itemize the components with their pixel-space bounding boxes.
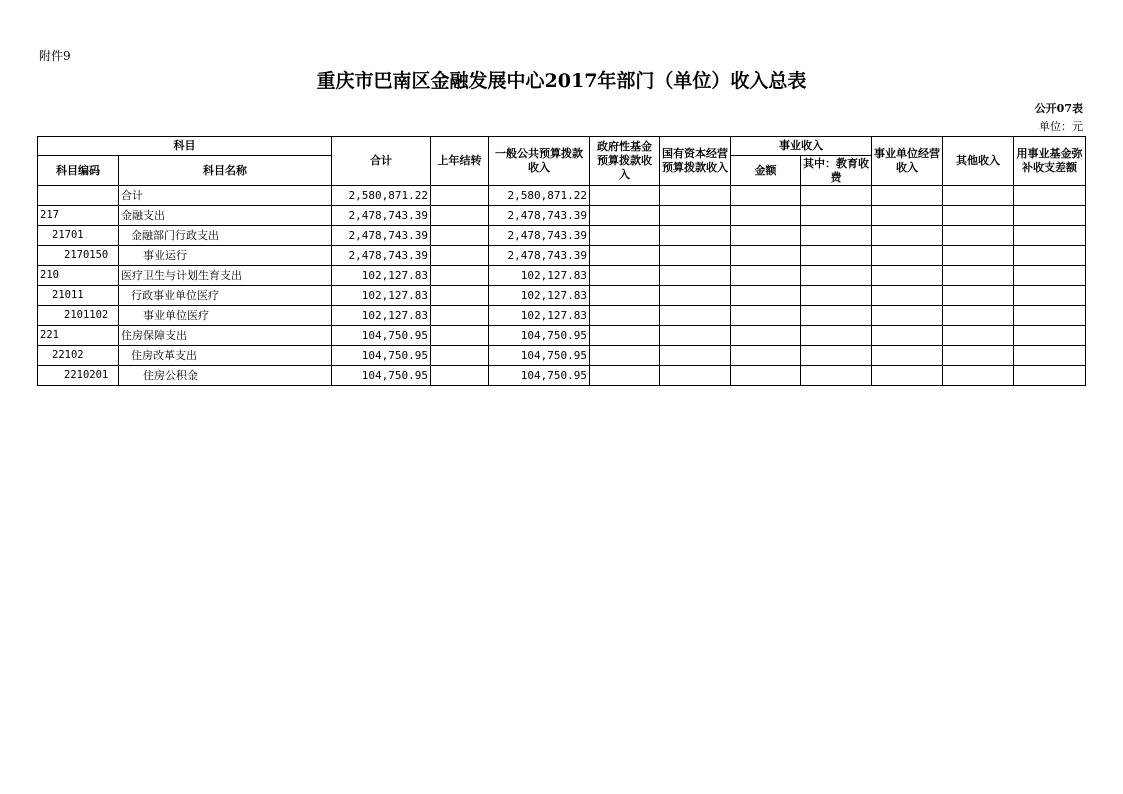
cell-other-income	[943, 286, 1014, 306]
cell-operating-income	[872, 246, 943, 266]
cell-fund-gap	[1014, 246, 1086, 266]
form-code: 公开07表	[1034, 102, 1083, 115]
cell-gov-fund	[590, 326, 660, 346]
cell-total: 104,750.95	[332, 326, 431, 346]
cell-undertaking-amount	[731, 306, 801, 326]
header-carryover: 上年结转	[431, 137, 489, 186]
cell-total: 102,127.83	[332, 266, 431, 286]
cell-carryover	[431, 206, 489, 226]
cell-edu-fees	[801, 286, 872, 306]
cell-total: 2,478,743.39	[332, 206, 431, 226]
cell-other-income	[943, 226, 1014, 246]
cell-fund-gap	[1014, 326, 1086, 346]
table-row	[38, 246, 1086, 266]
table-row	[38, 186, 1086, 206]
header-gov-fund: 政府性基金预算拨款收入	[590, 137, 660, 186]
cell-edu-fees	[801, 226, 872, 246]
cell-edu-fees	[801, 366, 872, 386]
header-other-income: 其他收入	[943, 137, 1014, 186]
header-subject-name: 科目名称	[119, 156, 332, 186]
cell-subject-code: 2210201	[38, 366, 119, 386]
cell-operating-income	[872, 346, 943, 366]
cell-general-budget: 102,127.83	[489, 306, 590, 326]
cell-operating-income	[872, 206, 943, 226]
cell-operating-income	[872, 286, 943, 306]
cell-carryover	[431, 186, 489, 206]
cell-subject-code: 2170150	[38, 246, 119, 266]
cell-edu-fees	[801, 246, 872, 266]
header-amount: 金额	[731, 156, 801, 186]
cell-fund-gap	[1014, 226, 1086, 246]
cell-carryover	[431, 346, 489, 366]
header-subject-code: 科目编码	[38, 156, 119, 186]
header-operating-income: 事业单位经营收入	[872, 137, 943, 186]
cell-state-capital	[660, 226, 731, 246]
cell-subject-code: 21701	[38, 226, 119, 246]
cell-state-capital	[660, 186, 731, 206]
page-title: 重庆市巴南区金融发展中心2017年部门（单位）收入总表	[316, 70, 807, 92]
table-row	[38, 306, 1086, 326]
cell-subject-name: 金融部门行政支出	[119, 226, 332, 246]
table-row	[38, 366, 1086, 386]
cell-operating-income	[872, 186, 943, 206]
cell-subject-name: 住房公积金	[119, 366, 332, 386]
header-total: 合计	[332, 137, 431, 186]
table-row	[38, 326, 1086, 346]
cell-general-budget: 104,750.95	[489, 346, 590, 366]
cell-operating-income	[872, 326, 943, 346]
cell-total: 2,478,743.39	[332, 246, 431, 266]
cell-edu-fees	[801, 346, 872, 366]
cell-undertaking-amount	[731, 246, 801, 266]
cell-total: 104,750.95	[332, 366, 431, 386]
cell-subject-code: 2101102	[38, 306, 119, 326]
cell-state-capital	[660, 246, 731, 266]
cell-operating-income	[872, 226, 943, 246]
cell-subject-code	[38, 186, 119, 206]
cell-other-income	[943, 266, 1014, 286]
cell-gov-fund	[590, 246, 660, 266]
unit-label: 单位：元	[1039, 120, 1083, 133]
cell-edu-fees	[801, 326, 872, 346]
cell-total: 102,127.83	[332, 306, 431, 326]
cell-subject-name: 事业单位医疗	[119, 306, 332, 326]
cell-gov-fund	[590, 186, 660, 206]
header-state-capital: 国有资本经营预算拨款收入	[660, 137, 731, 186]
cell-other-income	[943, 206, 1014, 226]
cell-fund-gap	[1014, 306, 1086, 326]
cell-subject-code: 21011	[38, 286, 119, 306]
cell-undertaking-amount	[731, 226, 801, 246]
cell-total: 2,478,743.39	[332, 226, 431, 246]
cell-other-income	[943, 246, 1014, 266]
cell-general-budget: 2,478,743.39	[489, 246, 590, 266]
cell-carryover	[431, 326, 489, 346]
cell-subject-name: 医疗卫生与计划生育支出	[119, 266, 332, 286]
cell-subject-name: 住房保障支出	[119, 326, 332, 346]
cell-carryover	[431, 366, 489, 386]
cell-fund-gap	[1014, 266, 1086, 286]
cell-general-budget: 102,127.83	[489, 286, 590, 306]
cell-fund-gap	[1014, 346, 1086, 366]
cell-edu-fees	[801, 266, 872, 286]
cell-general-budget: 2,478,743.39	[489, 206, 590, 226]
cell-other-income	[943, 186, 1014, 206]
cell-operating-income	[872, 266, 943, 286]
header-of-which-edu: 其中：教育收费	[801, 156, 872, 186]
income-summary-table	[37, 136, 1086, 386]
cell-edu-fees	[801, 306, 872, 326]
header-undertaking-income: 事业收入	[731, 137, 872, 156]
header-fund-gap: 用事业基金弥补收支差额	[1014, 137, 1086, 186]
cell-operating-income	[872, 306, 943, 326]
cell-state-capital	[660, 346, 731, 366]
cell-fund-gap	[1014, 286, 1086, 306]
cell-subject-name: 金融支出	[119, 206, 332, 226]
cell-general-budget: 104,750.95	[489, 326, 590, 346]
cell-total: 104,750.95	[332, 346, 431, 366]
cell-carryover	[431, 286, 489, 306]
cell-other-income	[943, 326, 1014, 346]
cell-undertaking-amount	[731, 366, 801, 386]
table-row	[38, 266, 1086, 286]
cell-state-capital	[660, 266, 731, 286]
table-row	[38, 226, 1086, 246]
cell-total: 102,127.83	[332, 286, 431, 306]
cell-subject-code: 217	[38, 206, 119, 226]
cell-undertaking-amount	[731, 186, 801, 206]
cell-general-budget: 104,750.95	[489, 366, 590, 386]
cell-state-capital	[660, 306, 731, 326]
cell-other-income	[943, 306, 1014, 326]
table-row	[38, 286, 1086, 306]
cell-gov-fund	[590, 206, 660, 226]
cell-gov-fund	[590, 366, 660, 386]
cell-other-income	[943, 366, 1014, 386]
cell-carryover	[431, 246, 489, 266]
cell-subject-name: 行政事业单位医疗	[119, 286, 332, 306]
cell-carryover	[431, 226, 489, 246]
cell-undertaking-amount	[731, 206, 801, 226]
header-subject: 科目	[38, 137, 332, 156]
cell-subject-code: 210	[38, 266, 119, 286]
cell-subject-code: 221	[38, 326, 119, 346]
cell-gov-fund	[590, 346, 660, 366]
cell-fund-gap	[1014, 366, 1086, 386]
cell-undertaking-amount	[731, 286, 801, 306]
cell-gov-fund	[590, 286, 660, 306]
cell-undertaking-amount	[731, 266, 801, 286]
cell-undertaking-amount	[731, 346, 801, 366]
cell-gov-fund	[590, 266, 660, 286]
table-row	[38, 346, 1086, 366]
cell-carryover	[431, 306, 489, 326]
table-row	[38, 206, 1086, 226]
cell-total: 2,580,871.22	[332, 186, 431, 206]
cell-undertaking-amount	[731, 326, 801, 346]
cell-state-capital	[660, 206, 731, 226]
cell-subject-code: 22102	[38, 346, 119, 366]
cell-carryover	[431, 266, 489, 286]
cell-general-budget: 2,580,871.22	[489, 186, 590, 206]
cell-subject-name: 住房改革支出	[119, 346, 332, 366]
table-body	[38, 186, 1086, 386]
cell-gov-fund	[590, 306, 660, 326]
cell-general-budget: 102,127.83	[489, 266, 590, 286]
header-general-budget: 一般公共预算拨款收入	[489, 137, 590, 186]
cell-general-budget: 2,478,743.39	[489, 226, 590, 246]
cell-fund-gap	[1014, 186, 1086, 206]
cell-subject-name: 事业运行	[119, 246, 332, 266]
cell-edu-fees	[801, 186, 872, 206]
attachment-label: 附件9	[39, 49, 71, 63]
cell-subject-name: 合计	[119, 186, 332, 206]
cell-other-income	[943, 346, 1014, 366]
cell-edu-fees	[801, 206, 872, 226]
cell-gov-fund	[590, 226, 660, 246]
cell-state-capital	[660, 366, 731, 386]
cell-state-capital	[660, 326, 731, 346]
cell-fund-gap	[1014, 206, 1086, 226]
cell-state-capital	[660, 286, 731, 306]
cell-operating-income	[872, 366, 943, 386]
